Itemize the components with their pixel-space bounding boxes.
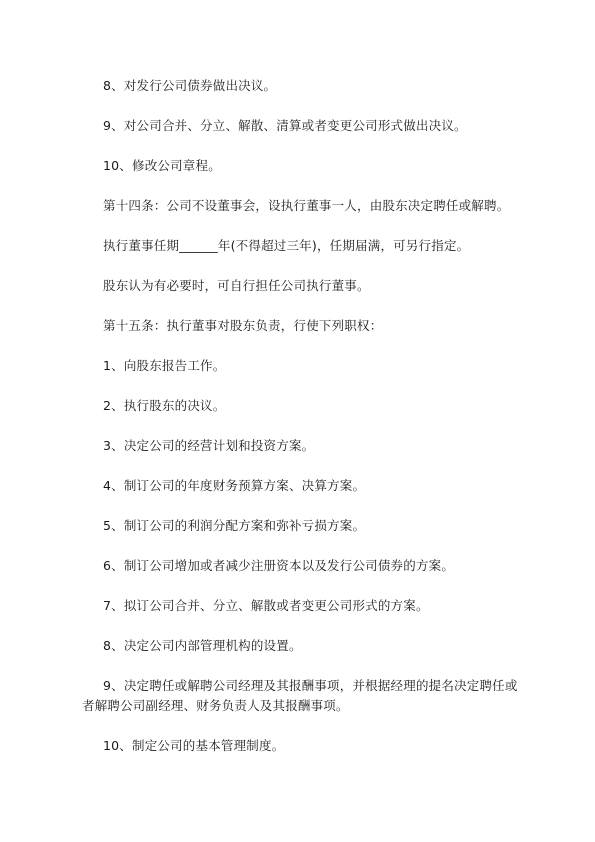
paragraph-duty-2: 2、执行股东的决议。 — [103, 398, 226, 413]
paragraph-item-8-bond-resolution: 8、对发行公司债券做出决议。 — [103, 78, 277, 93]
paragraph-duty-9: 9、决定聘任或解聘公司经理及其报酬事项，并根据经理的提名决定聘任或者解聘公司副经理、财务负责人及其报酬事项。 — [82, 678, 518, 713]
paragraph-duty-7: 7、拟订公司合并、分立、解散或者变更公司形式的方案。 — [103, 598, 429, 613]
paragraph-item-9-merger-resolution: 9、对公司合并、分立、解散、清算或者变更公司形式做出决议。 — [103, 118, 467, 133]
paragraph-duty-5: 5、制订公司的利润分配方案和弥补亏损方案。 — [103, 518, 366, 533]
paragraph-duty-4: 4、制订公司的年度财务预算方案、决算方案。 — [103, 478, 366, 493]
paragraph-director-term: 执行董事任期______年(不得超过三年)，任期届满，可另行指定。 — [103, 238, 470, 253]
paragraph-duty-10: 10、制定公司的基本管理制度。 — [103, 738, 285, 753]
paragraph-duty-8: 8、决定公司内部管理机构的设置。 — [103, 638, 302, 653]
paragraph-duty-6: 6、制订公司增加或者减少注册资本以及发行公司债券的方案。 — [103, 558, 455, 573]
paragraph-duty-3: 3、决定公司的经营计划和投资方案。 — [103, 438, 315, 453]
paragraph-article-15: 第十五条：执行董事对股东负责，行使下列职权： — [103, 318, 383, 333]
paragraph-article-14: 第十四条：公司不设董事会，设执行董事一人，由股东决定聘任或解聘。 — [103, 198, 510, 213]
paragraph-item-10-amend-articles: 10、修改公司章程。 — [103, 158, 221, 173]
paragraph-shareholder-as-director: 股东认为有必要时，可自行担任公司执行董事。 — [103, 278, 370, 293]
paragraph-duty-1: 1、向股东报告工作。 — [103, 358, 226, 373]
